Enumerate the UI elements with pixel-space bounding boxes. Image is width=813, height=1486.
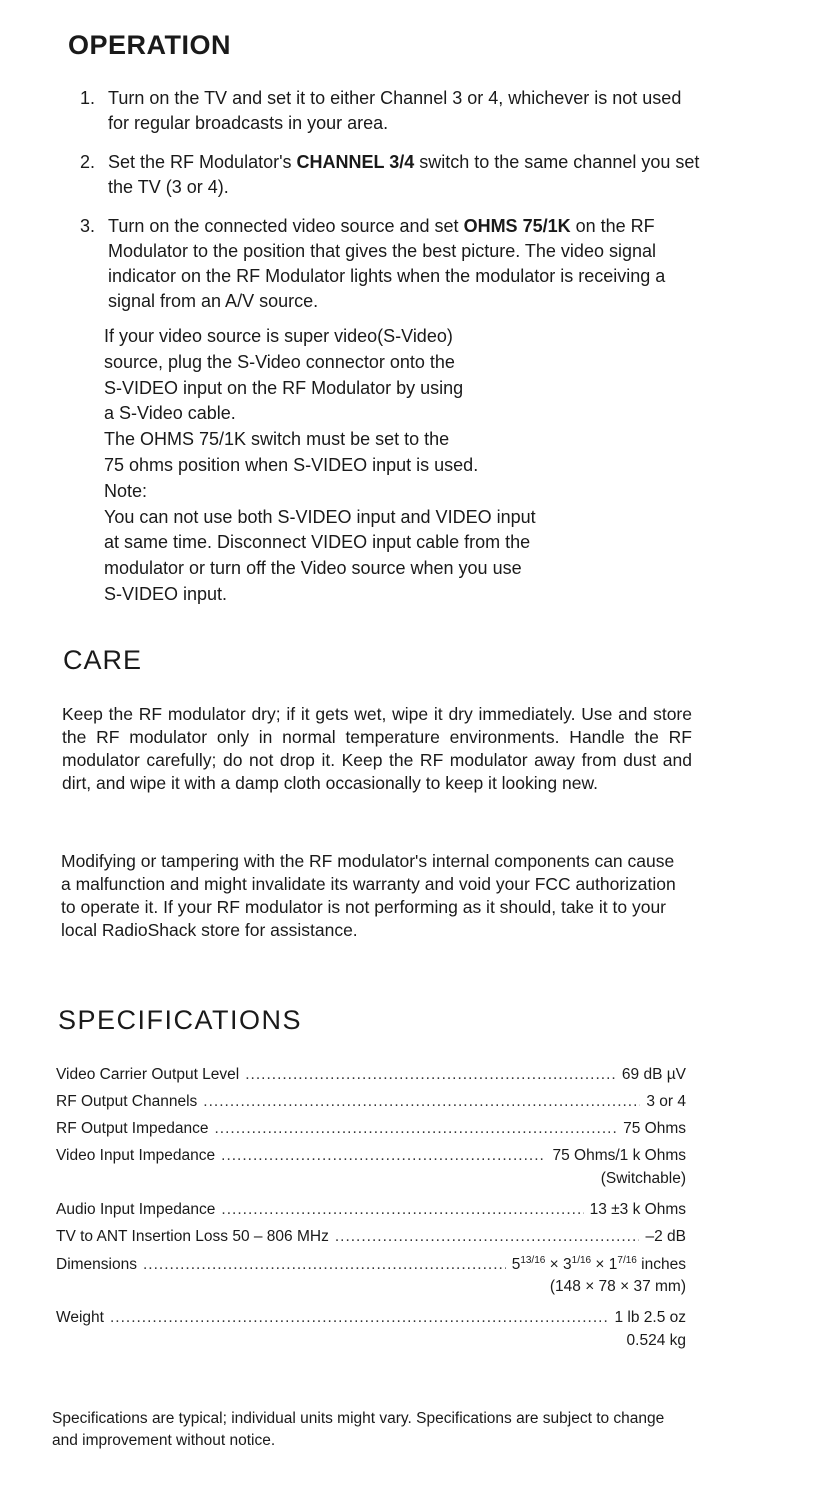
svideo-line: The OHMS 75/1K switch must be set to the [104, 429, 450, 450]
spec-row [56, 1255, 686, 1301]
spec-row [56, 1120, 686, 1143]
dot-leader [143, 1256, 506, 1274]
svideo-line: S-VIDEO input. [104, 583, 228, 604]
operation-heading: OPERATION [68, 30, 232, 60]
dim-whole: 5 [511, 1256, 521, 1274]
step-text-post: switch to the same channel you set the TV (3 or 4). [108, 152, 700, 197]
spec-value: 13 ±3 k Ohms [589, 1201, 686, 1218]
dim-unit: inches [636, 1256, 686, 1274]
step-number: 1. [80, 88, 96, 108]
spec-value [512, 1255, 686, 1274]
spec-row [56, 1066, 686, 1089]
care-paragraph-2: Modifying or tampering with the RF modulator's internal components can cause a malfunction and might invalidate its warranty and void your FCC authorization to operate it. If your RF modulator is not performing as it should, take it to your local RadioShack store for assistance. [61, 851, 676, 940]
dot-leader [110, 1309, 609, 1327]
spec-value-note: (Switchable) [600, 1170, 686, 1187]
dot-leader [215, 1120, 618, 1138]
spec-label: Video Input Impedance [56, 1147, 216, 1164]
step-text-pre: Set the RF Modulator's [108, 152, 297, 172]
step-text [108, 214, 700, 314]
svideo-line: at same time. Disconnect VIDEO input cable from the [104, 532, 531, 553]
dim-fraction: 1/16 [571, 1255, 592, 1266]
spec-row [56, 1309, 686, 1355]
spec-row [56, 1228, 686, 1251]
spec-label: Video Carrier Output Level [56, 1066, 240, 1083]
dot-leader [221, 1201, 583, 1219]
care-heading: CARE [63, 645, 143, 675]
spec-value: –2 dB [645, 1228, 686, 1245]
spec-label: Dimensions [56, 1256, 137, 1274]
step-text: Turn on the TV and set it to either Channel 3 or 4, whichever is not used for regular broadcasts in your area. [108, 88, 682, 133]
spec-label: RF Output Channels [56, 1093, 198, 1110]
step-text [108, 150, 700, 200]
specifications-table [56, 1066, 686, 1355]
svideo-line: S-VIDEO input on the RF Modulator by using [104, 377, 464, 398]
spec-label: Weight [56, 1309, 104, 1326]
spec-row [56, 1147, 686, 1193]
dim-whole: × 3 [545, 1256, 572, 1274]
step-text-bold: OHMS 75/1K [463, 216, 571, 236]
spec-value: 1 lb 2.5 oz [614, 1309, 686, 1326]
spec-value-note: (148 × 78 × 37 mm) [549, 1278, 686, 1295]
dim-whole: × 1 [591, 1256, 618, 1274]
care-paragraph-1: Keep the RF modulator dry; if it gets wet, wipe it dry immediately. Use and store the RF modulator only in normal temperature environments. Handle the RF modulator carefully; do not drop it. Keep the RF modulator away from dust and dirt, and wipe it with a damp cloth occasionally to keep it looking new. [62, 704, 692, 793]
spec-label: TV to ANT Insertion Loss 50 – 806 MHz [56, 1228, 329, 1245]
spec-label: Audio Input Impedance [56, 1201, 216, 1218]
svideo-line: source, plug the S-Video connector onto the [104, 351, 455, 372]
svideo-line: If your video source is super video(S-Video) [104, 326, 453, 346]
step-number: 2. [80, 152, 96, 172]
step-1 [80, 86, 700, 136]
spec-value: 3 or 4 [646, 1093, 686, 1110]
svideo-instructions [104, 324, 664, 608]
dim-fraction: 13/16 [520, 1255, 546, 1266]
spec-label: RF Output Impedance [56, 1120, 209, 1137]
spec-row [56, 1201, 686, 1224]
spec-row [56, 1093, 686, 1116]
step-text-post: on the RF Modulator to the position that gives the best picture. The video signal indicator on the RF Modulator lights when the modulator is receiving a signal from an A/V source. [108, 216, 666, 311]
svideo-line: modulator or turn off the Video source when you use [104, 558, 522, 579]
operation-steps [80, 86, 700, 328]
note-label: Note: [104, 480, 148, 501]
step-2 [80, 150, 700, 200]
spec-value: 75 Ohms/1 k Ohms [552, 1147, 686, 1164]
dim-fraction: 7/16 [617, 1255, 637, 1266]
spec-value: 75 Ohms [623, 1120, 686, 1137]
dot-leader [221, 1147, 546, 1165]
dot-leader [203, 1093, 640, 1111]
specifications-footnote: Specifications are typical; individual units might vary. Specifications are subject to change and improvement without notice. [52, 1410, 665, 1449]
step-text-bold: CHANNEL 3/4 [296, 152, 415, 172]
specifications-heading: SPECIFICATIONS [58, 1005, 303, 1035]
step-number: 3. [80, 216, 96, 236]
step-3 [80, 214, 700, 314]
spec-value-note: 0.524 kg [626, 1332, 686, 1349]
dot-leader [335, 1228, 640, 1246]
svideo-line: You can not use both S-VIDEO input and VIDEO input [104, 506, 536, 527]
step-text-pre: Turn on the connected video source and set [108, 216, 464, 236]
spec-value: 69 dB µV [621, 1066, 686, 1083]
dot-leader [245, 1066, 616, 1084]
svideo-line: a S-Video cable. [104, 403, 236, 424]
svideo-line: 75 ohms position when S-VIDEO input is used. [104, 454, 479, 475]
